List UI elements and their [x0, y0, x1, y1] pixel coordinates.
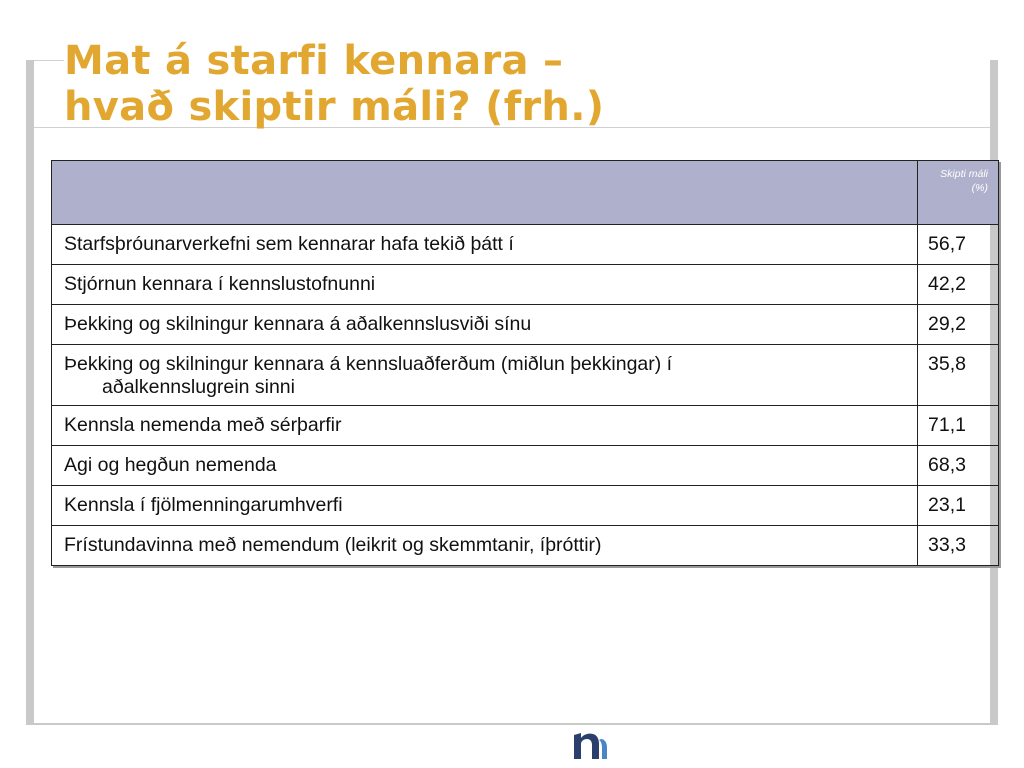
row-item: Stjórnun kennara í kennslustofnunni [52, 265, 918, 305]
header-value-label: Skipti máli [940, 168, 988, 180]
row-item: Kennsla í fjölmenningarumhverfi [52, 486, 918, 526]
row-item: Frístundavinna með nemendum (leikrit og skemmtanir, íþróttir) [52, 526, 918, 566]
row-value: 33,3 [918, 526, 999, 566]
table-header-row [52, 161, 999, 225]
row-value: 42,2 [918, 265, 999, 305]
table-row [52, 406, 999, 446]
table-row [52, 305, 999, 345]
header-item-cell [52, 161, 918, 225]
slide-top-rule [34, 60, 64, 61]
row-item-line-2: aðalkennslugrein sinni [102, 376, 295, 398]
header-value-unit: (%) [971, 182, 988, 194]
row-item: Agi og hegðun nemenda [52, 446, 918, 486]
table-row [52, 225, 999, 265]
table-row [52, 526, 999, 566]
slide-title [64, 38, 604, 130]
row-item: Kennsla nemenda með sérþarfir [52, 406, 918, 446]
table-row [52, 486, 999, 526]
table-row [52, 265, 999, 305]
row-value: 56,7 [918, 225, 999, 265]
slide-title-line-2: hvað skiptir máli? (frh.) [64, 84, 605, 130]
row-value: 29,2 [918, 305, 999, 345]
row-item: Þekking og skilningur kennara á aðalkennslusviði sínu [52, 305, 918, 345]
row-value: 23,1 [918, 486, 999, 526]
results-table [51, 160, 999, 566]
row-value: 68,3 [918, 446, 999, 486]
row-value: 71,1 [918, 406, 999, 446]
row-item [52, 345, 918, 406]
slide-frame-left [26, 60, 34, 725]
logo-n-icon [572, 729, 612, 763]
table-row [52, 345, 999, 406]
slide-frame-bottom [26, 723, 998, 725]
header-value-cell [918, 161, 999, 225]
row-item-line-1: Þekking og skilningur kennara á kennsluaðferðum (miðlun þekkingar) í [64, 353, 673, 375]
row-item: Starfsþróunarverkefni sem kennarar hafa tekið þátt í [52, 225, 918, 265]
slide-title-line-1: Mat á starfi kennara – [64, 38, 564, 84]
table-row [52, 446, 999, 486]
row-value: 35,8 [918, 345, 999, 406]
